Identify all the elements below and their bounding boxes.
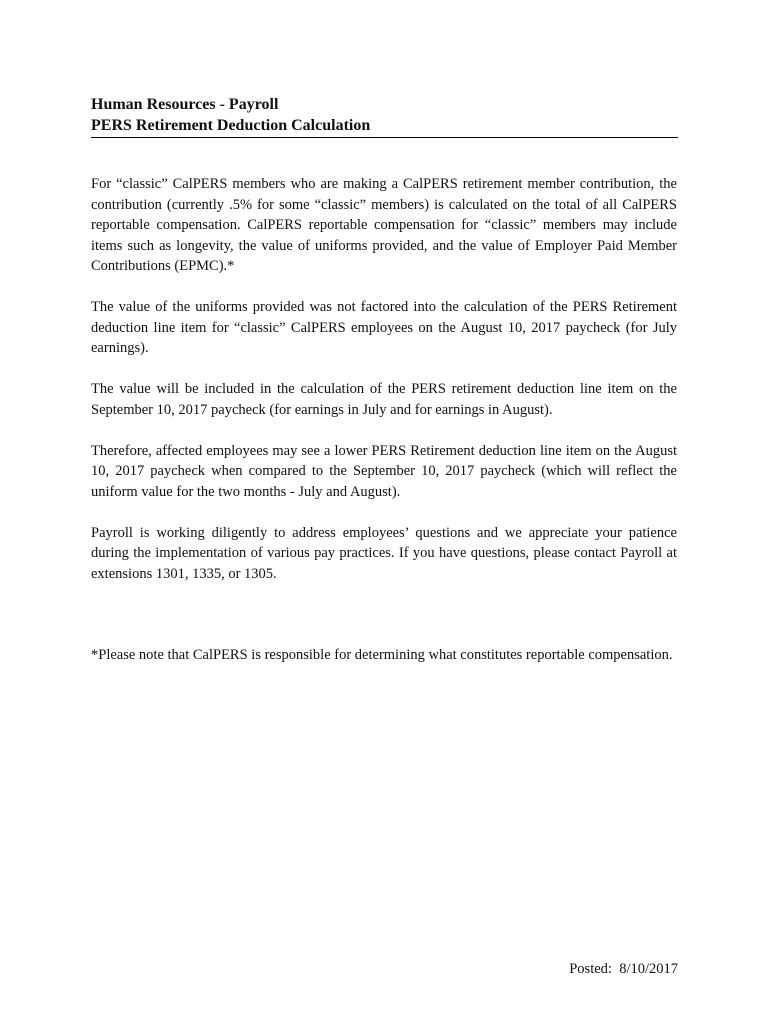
document-body bbox=[91, 174, 677, 686]
footnote: *Please note that CalPERS is responsible for determining what constitutes reportable compensation. bbox=[91, 647, 673, 663]
paragraph-september-inclusion: The value will be included in the calculation of the PERS retirement deduction line item on the September 10, 2017 paycheck (for earnings in July and for earnings in August). bbox=[91, 381, 677, 418]
paragraph-contact-payroll: Payroll is working diligently to address employees’ questions and we appreciate your patience during the implementation of various pay practices. If you have questions, please contact Payroll at extensions 1301, 1335, or 1305. bbox=[91, 524, 677, 582]
document-title: PERS Retirement Deduction Calculation bbox=[91, 117, 371, 134]
posted-date: 8/10/2017 bbox=[619, 961, 678, 977]
paragraph-lower-deduction: Therefore, affected employees may see a lower PERS Retirement deduction line item on the August 10, 2017 paycheck when compared to the September 10, 2017 paycheck (which will reflect the uniform value for the two months - July and August). bbox=[91, 442, 677, 500]
paragraph-uniforms-not-factored: The value of the uniforms provided was not factored into the calculation of the PERS Retirement deduction line item for “classic” CalPERS employees on the August 10, 2017 paycheck (for July earnings). bbox=[91, 299, 677, 356]
document-header bbox=[91, 94, 678, 138]
posted-label: Posted: bbox=[569, 961, 612, 977]
department-title: Human Resources - Payroll bbox=[91, 96, 279, 113]
posted-date-line bbox=[569, 959, 678, 979]
paragraph-classic-members: For “classic” CalPERS members who are making a CalPERS retirement member contribution, the contribution (currently .5% for some “classic” members) is calculated on the total of all CalPERS reportable compensation. CalPERS reportable compensation for “classic” members may include items such as longevity, the value of uniforms provided, and the value of Employer Paid Member Contributions (EPMC).* bbox=[91, 176, 677, 274]
